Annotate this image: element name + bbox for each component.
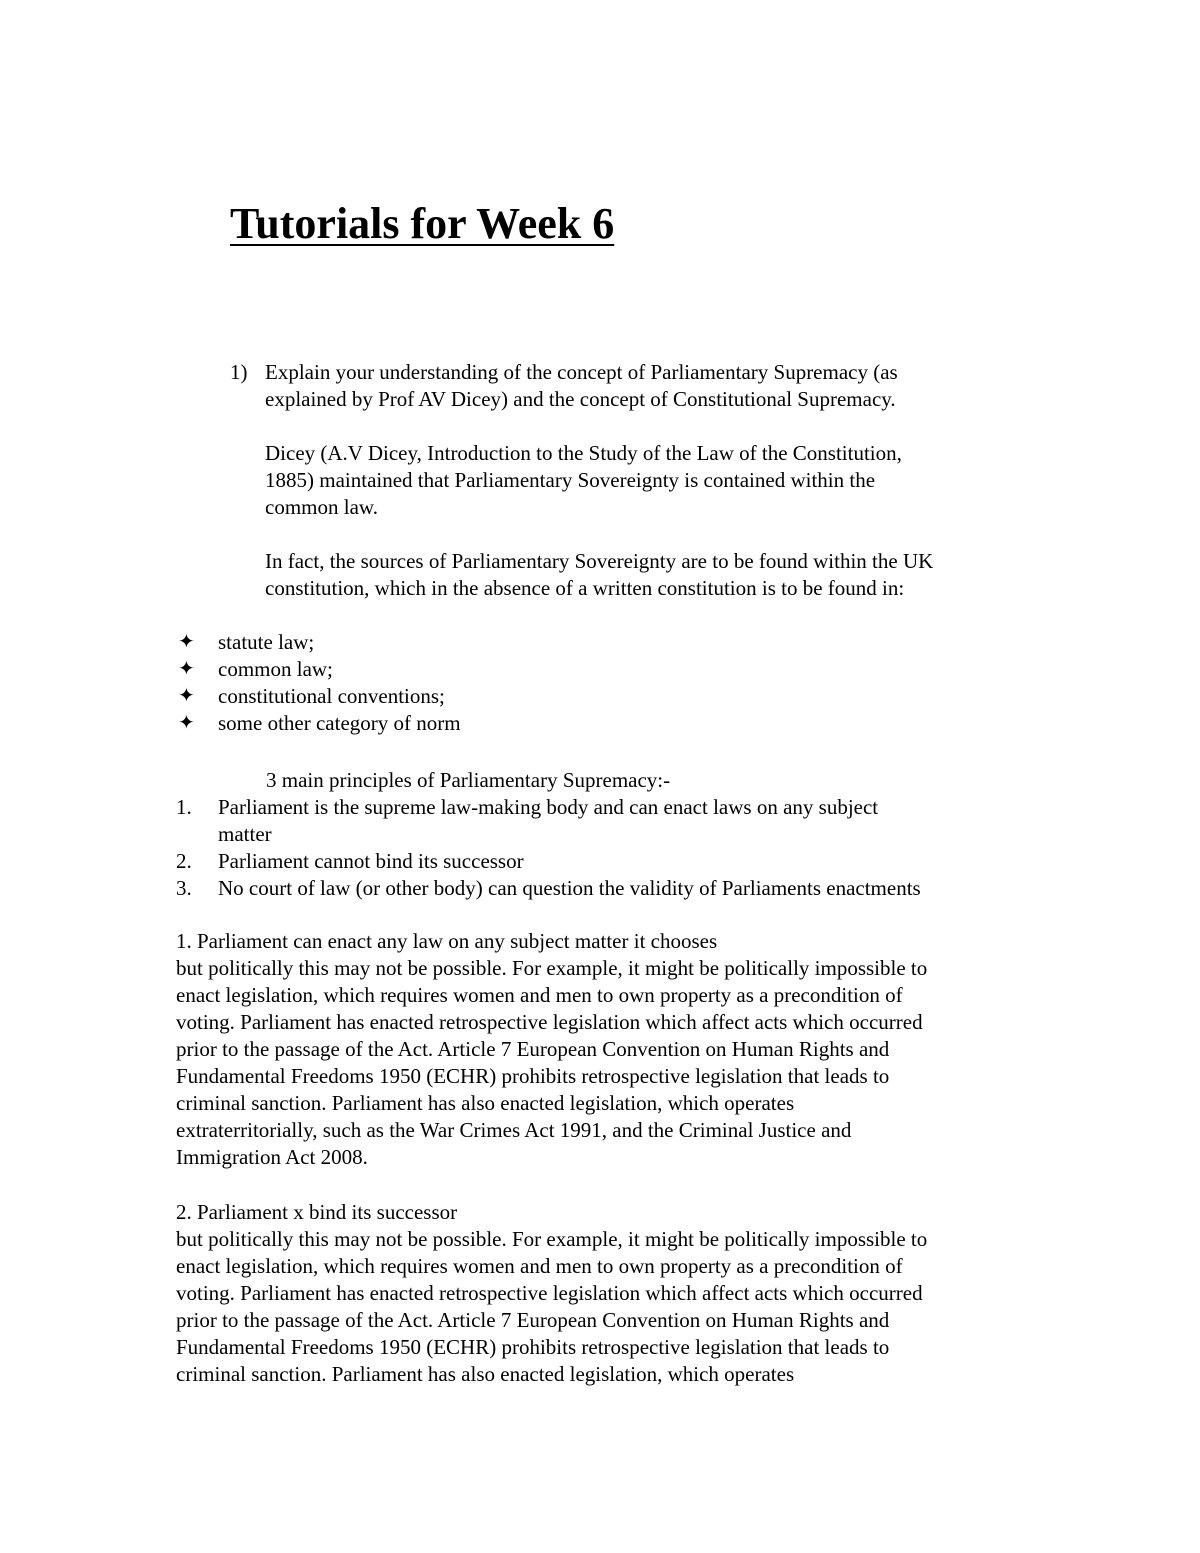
section-line: extraterritorially, such as the War Crimes Act 1991, and the Criminal Justice and — [176, 1118, 852, 1142]
question-line: explained by Prof AV Dicey) and the concept of Constitutional Supremacy. — [265, 387, 896, 411]
list-item — [178, 629, 461, 656]
list-item — [176, 848, 921, 875]
question-number: 1) — [230, 360, 248, 384]
question-text — [265, 359, 898, 413]
paragraph-line: In fact, the sources of Parliamentary Sovereignty are to be found within the UK — [265, 549, 934, 573]
list-item — [178, 656, 461, 683]
list-item-text: common law; — [218, 657, 333, 681]
list-number: 3. — [176, 876, 192, 900]
list-item-line: Parliament is the supreme law-making body and can enact laws on any subject — [218, 795, 879, 819]
list-item-line: matter — [218, 822, 272, 846]
list-item-text: some other category of norm — [218, 711, 461, 735]
section-line: prior to the passage of the Act. Article 7 European Convention on Human Rights and — [176, 1308, 890, 1332]
section-line: but politically this may not be possible. For example, it might be politically impossible to — [176, 956, 928, 980]
principles-list — [176, 794, 921, 902]
section-line: Fundamental Freedoms 1950 (ECHR) prohibits retrospective legislation that leads to — [176, 1064, 890, 1088]
section-line: Immigration Act 2008. — [176, 1145, 368, 1169]
dicey-paragraph — [265, 440, 902, 521]
list-item — [178, 710, 461, 737]
paragraph-line: common law. — [265, 495, 378, 519]
list-item — [178, 683, 461, 710]
list-number: 2. — [176, 849, 192, 873]
section-line: 2. Parliament x bind its successor — [176, 1200, 458, 1224]
section-line: prior to the passage of the Act. Article 7 European Convention on Human Rights and — [176, 1037, 890, 1061]
four-point-star-icon: ✦ — [178, 631, 195, 653]
paragraph-line: constitution, which in the absence of a written constitution is to be found in: — [265, 576, 905, 600]
list-item-text: No court of law (or other body) can question the validity of Parliaments enactments — [218, 876, 921, 900]
page-title: Tutorials for Week 6 — [230, 199, 615, 248]
sources-paragraph — [265, 548, 933, 602]
section-supremacy — [176, 928, 927, 1171]
section-line: voting. Parliament has enacted retrospective legislation which affect acts which occurred — [176, 1010, 923, 1034]
list-item-text: statute law; — [218, 630, 315, 654]
section-line: criminal sanction. Parliament has also enacted legislation, which operates — [176, 1091, 795, 1115]
four-point-star-icon: ✦ — [178, 712, 195, 734]
section-line: but politically this may not be possible. For example, it might be politically impossible to — [176, 1227, 928, 1251]
paragraph-line: Dicey (A.V Dicey, Introduction to the Study of the Law of the Constitution, — [265, 441, 902, 465]
list-number: 1. — [176, 795, 192, 819]
section-line: Fundamental Freedoms 1950 (ECHR) prohibits retrospective legislation that leads to — [176, 1335, 890, 1359]
section-successor — [176, 1199, 927, 1388]
section-line: 1. Parliament can enact any law on any subject matter it chooses — [176, 929, 718, 953]
list-item-text — [218, 794, 878, 848]
list-item-text: Parliament cannot bind its successor — [218, 849, 524, 873]
question-line: Explain your understanding of the concept of Parliamentary Supremacy (as — [265, 360, 898, 384]
section-line: enact legislation, which requires women and men to own property as a precondition of — [176, 1254, 903, 1278]
list-item — [176, 875, 921, 902]
principles-heading: 3 main principles of Parliamentary Supremacy:- — [266, 768, 671, 792]
four-point-star-icon: ✦ — [178, 685, 195, 707]
section-line: criminal sanction. Parliament has also enacted legislation, which operates — [176, 1362, 795, 1386]
list-item-text: constitutional conventions; — [218, 684, 445, 708]
sources-list — [178, 629, 461, 737]
section-line: voting. Parliament has enacted retrospective legislation which affect acts which occurred — [176, 1281, 923, 1305]
four-point-star-icon: ✦ — [178, 658, 195, 680]
list-item — [176, 794, 921, 848]
paragraph-line: 1885) maintained that Parliamentary Sovereignty is contained within the — [265, 468, 876, 492]
section-line: enact legislation, which requires women and men to own property as a precondition of — [176, 983, 903, 1007]
